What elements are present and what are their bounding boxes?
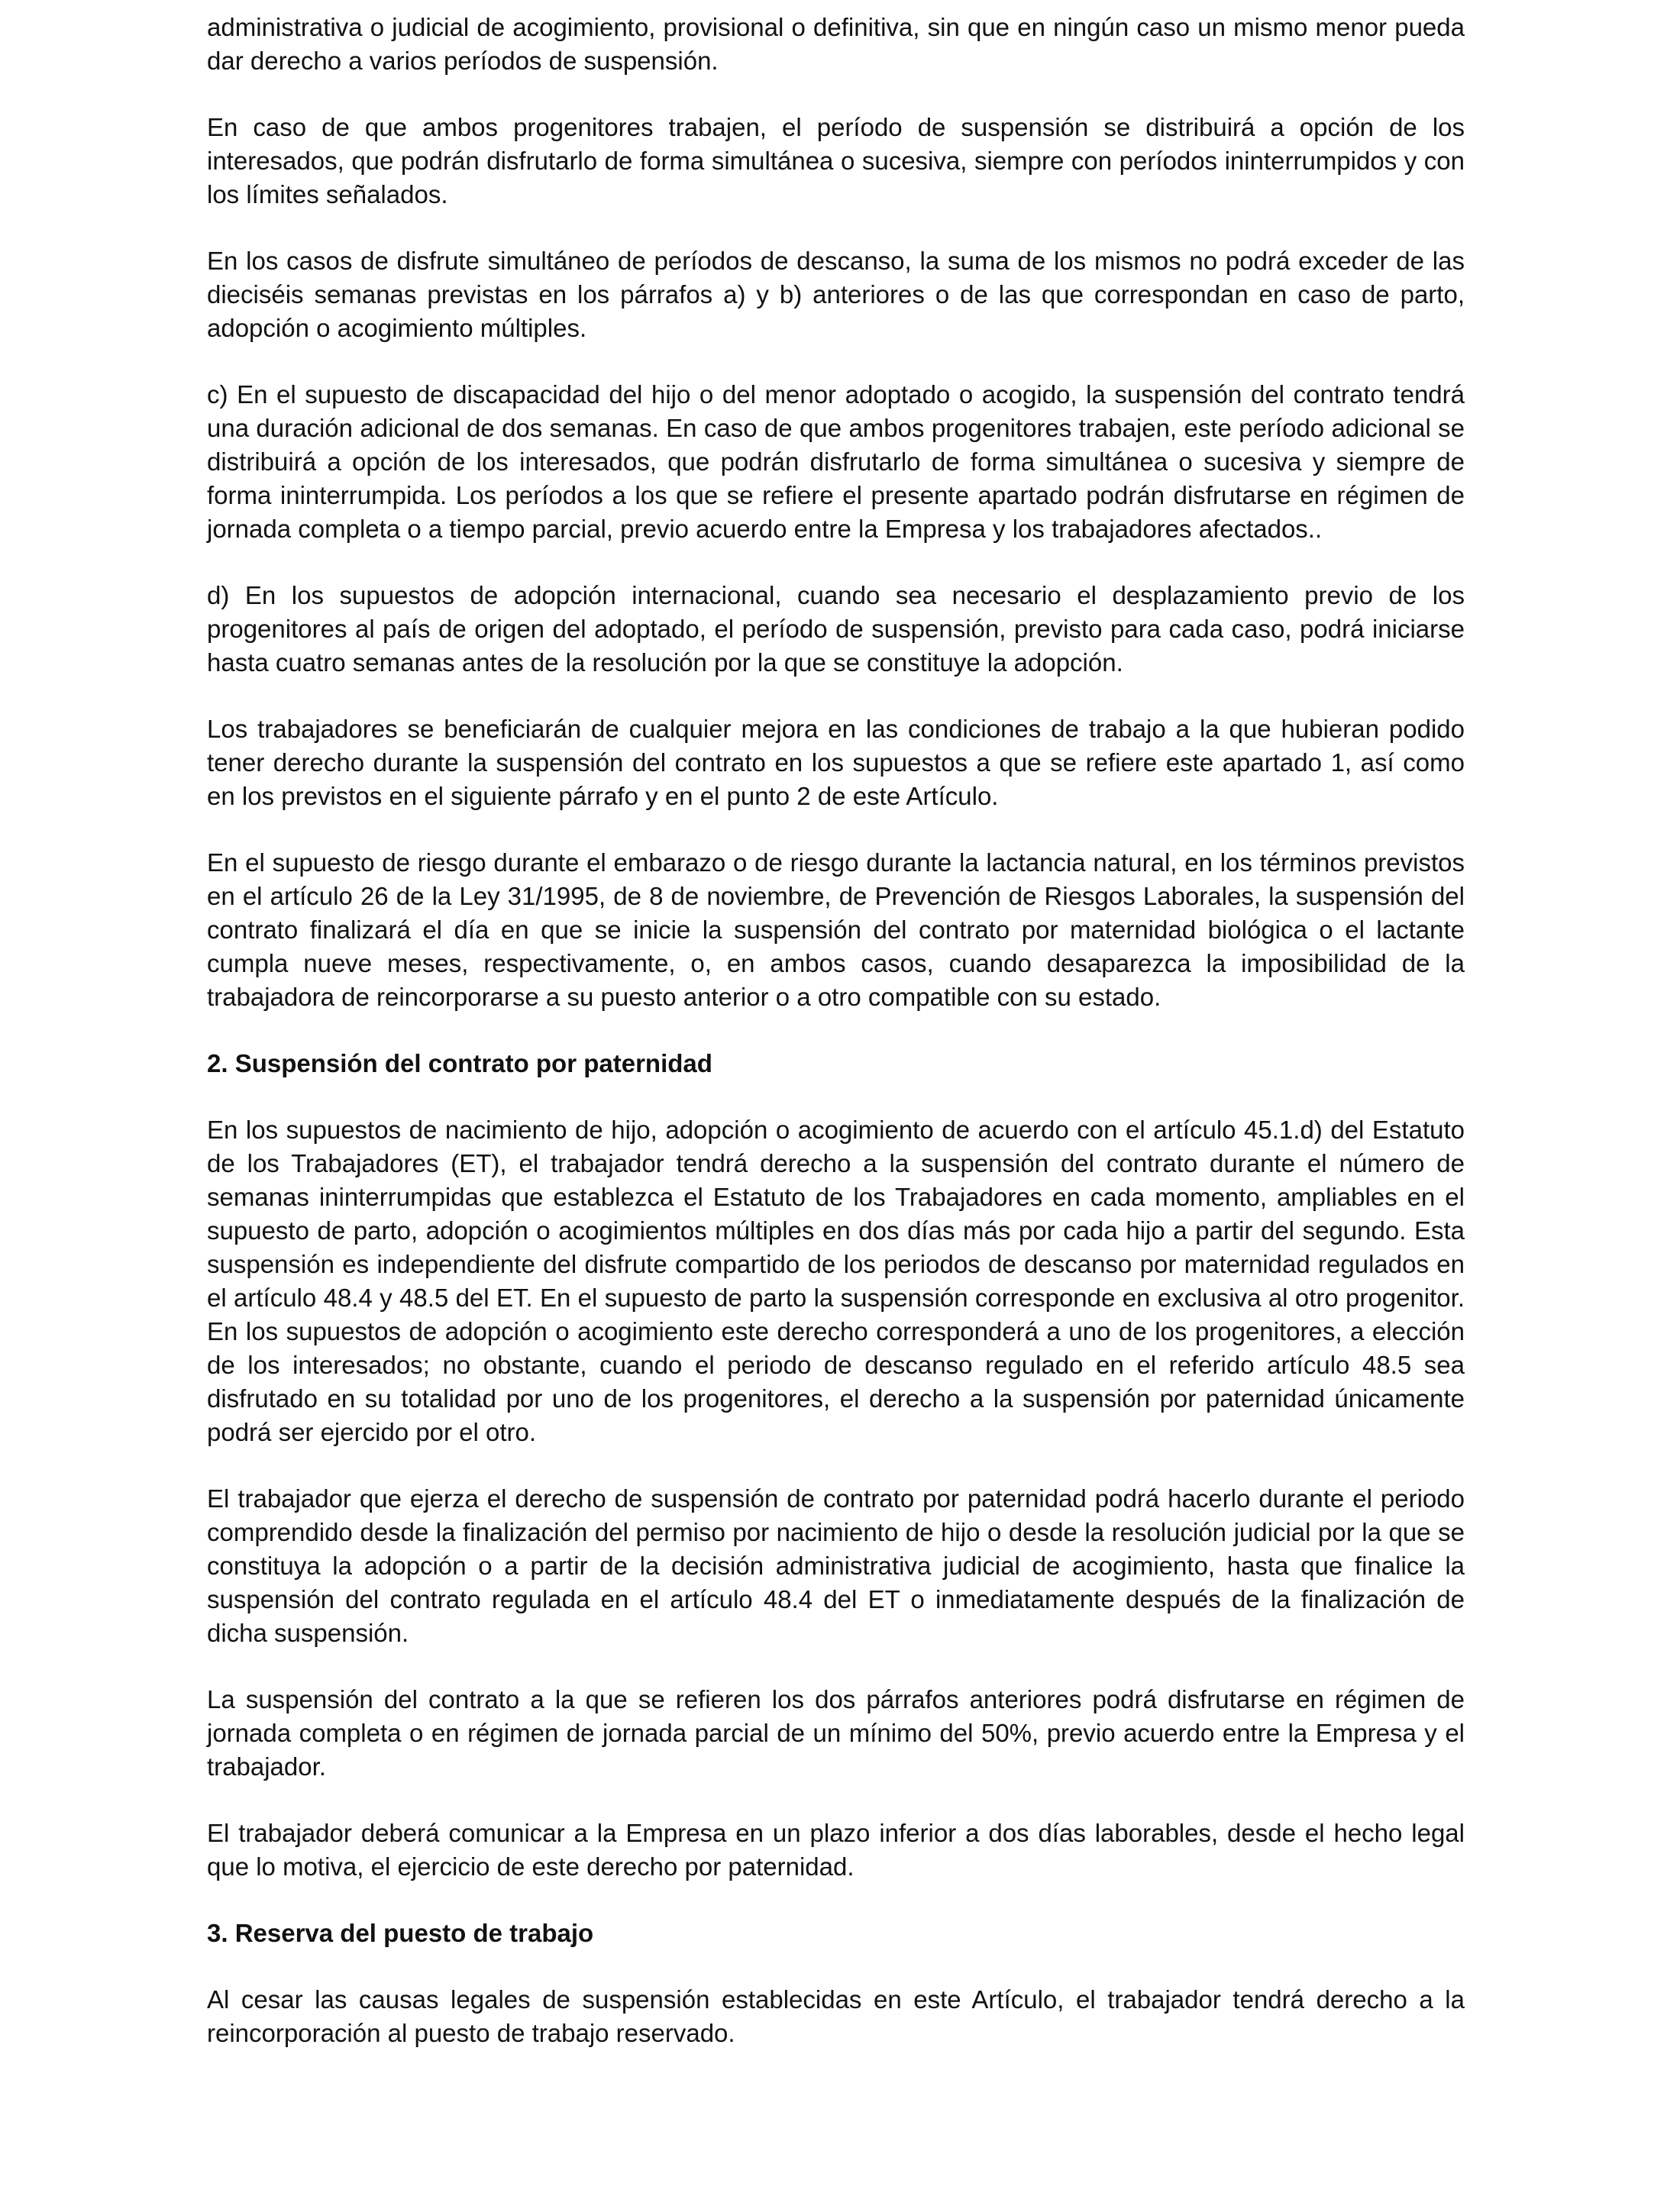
paragraph-reincorporacion: Al cesar las causas legales de suspensión establecidas en este Artículo, el trabajador tendrá derecho a la reincorporación al puesto de trabajo reservado. — [207, 1985, 1465, 2047]
paragraph-comunicacion-empresa: El trabajador deberá comunicar a la Empresa en un plazo inferior a dos días laborables, desde el hecho legal que lo motiva, el ejercicio de este derecho por paternidad. — [207, 1819, 1465, 1881]
paragraph-nacimiento-hijo: En los supuestos de nacimiento de hijo, adopción o acogimiento de acuerdo con el artículo 45.1.d) del Estatuto de los Trabajadores (ET), el trabajador tendrá derecho a la suspensión del contrato durante el número de semanas ininterrumpidas que establezca el Estatuto de los Trabajadores en cada momento, ampliables en el supuesto de parto, adopción o acogimientos múltiples en dos días más por cada hijo a partir del segundo. Esta suspensión es independiente del disfrute compartido de los periodos de descanso por maternidad regulados en el artículo 48.4 y 48.5 del ET. En el supuesto de parto la suspensión corresponde en exclusiva al otro progenitor. En los supuestos de adopción o acogimiento este derecho corresponderá a uno de los progenitores, a elección de los interesados; no obstante, cuando el periodo de descanso regulado en el referido artículo 48.5 sea disfrutado en su totalidad por uno de los progenitores, el derecho a la suspensión por paternidad únicamente podrá ser ejercido por el otro. — [207, 1116, 1465, 1446]
paragraph-acogimiento-continuation: administrativa o judicial de acogimiento, provisional o definitiva, sin que en ningún caso un mismo menor pueda dar derecho a varios períodos de suspensión. — [207, 13, 1465, 75]
paragraph-d-adopcion-internacional: d) En los supuestos de adopción internacional, cuando sea necesario el desplazamiento previo de los progenitores al país de origen del adoptado, el período de suspensión, previsto para cada caso, podrá iniciarse hasta cuatro semanas antes de la resolución por la que se constituye la adopción. — [207, 581, 1465, 677]
section-heading-reserva-puesto: 3. Reserva del puesto de trabajo — [207, 1919, 594, 1947]
section-heading-paternidad: 2. Suspensión del contrato por paternidad — [207, 1049, 712, 1077]
paragraph-disfrute-simultaneo: En los casos de disfrute simultáneo de períodos de descanso, la suma de los mismos no podrá exceder de las dieciséis semanas previstas en los párrafos a) y b) anteriores o de las que correspondan en caso de parto, adopción o acogimiento múltiples. — [207, 247, 1465, 342]
paragraph-ejercicio-derecho: El trabajador que ejerza el derecho de suspensión de contrato por paternidad podrá hacerlo durante el periodo comprendido desde la finalización del permiso por nacimiento de hijo o desde la resolución judicial por la que se constituya la adopción o a partir de la decisión administrativa judicial de acogimiento, hasta que finalice la suspensión del contrato regulada en el artículo 48.4 del ET o inmediatamente después de la finalización de dicha suspensión. — [207, 1484, 1465, 1647]
paragraph-c-discapacidad: c) En el supuesto de discapacidad del hijo o del menor adoptado o acogido, la suspensión del contrato tendrá una duración adicional de dos semanas. En caso de que ambos progenitores trabajen, este período adicional se distribuirá a opción de los interesados, que podrán disfrutarlo de forma simultánea o sucesiva y siempre de forma ininterrumpida. Los períodos a los que se refiere el presente apartado podrán disfrutarse en régimen de jornada completa o a tiempo parcial, previo acuerdo entre la Empresa y los trabajadores afectados.. — [207, 380, 1465, 543]
document-page — [207, 11, 1465, 2083]
paragraph-riesgo-embarazo: En el supuesto de riesgo durante el embarazo o de riesgo durante la lactancia natural, en los términos previstos en el artículo 26 de la Ley 31/1995, de 8 de noviembre, de Prevención de Riesgos Laborales, la suspensión del contrato finalizará el día en que se inicie la suspensión del contrato por maternidad biológica o el lactante cumpla nueve meses, respectivamente, o, en ambos casos, cuando desaparezca la imposibilidad de la trabajadora de reincorporarse a su puesto anterior o a otro compatible con su estado. — [207, 848, 1465, 1011]
paragraph-jornada-parcial: La suspensión del contrato a la que se refieren los dos párrafos anteriores podrá disfrutarse en régimen de jornada completa o en régimen de jornada parcial de un mínimo del 50%, previo acuerdo entre la Empresa y el trabajador. — [207, 1685, 1465, 1781]
paragraph-mejora-condiciones: Los trabajadores se beneficiarán de cualquier mejora en las condiciones de trabajo a la que hubieran podido tener derecho durante la suspensión del contrato en los supuestos a que se refiere este apartado 1, así como en los previstos en el siguiente párrafo y en el punto 2 de este Artículo. — [207, 715, 1465, 810]
paragraph-ambos-progenitores: En caso de que ambos progenitores trabajen, el período de suspensión se distribuirá a opción de los interesados, que podrán disfrutarlo de forma simultánea o sucesiva, siempre con períodos ininterrumpidos y con los límites señalados. — [207, 113, 1465, 208]
